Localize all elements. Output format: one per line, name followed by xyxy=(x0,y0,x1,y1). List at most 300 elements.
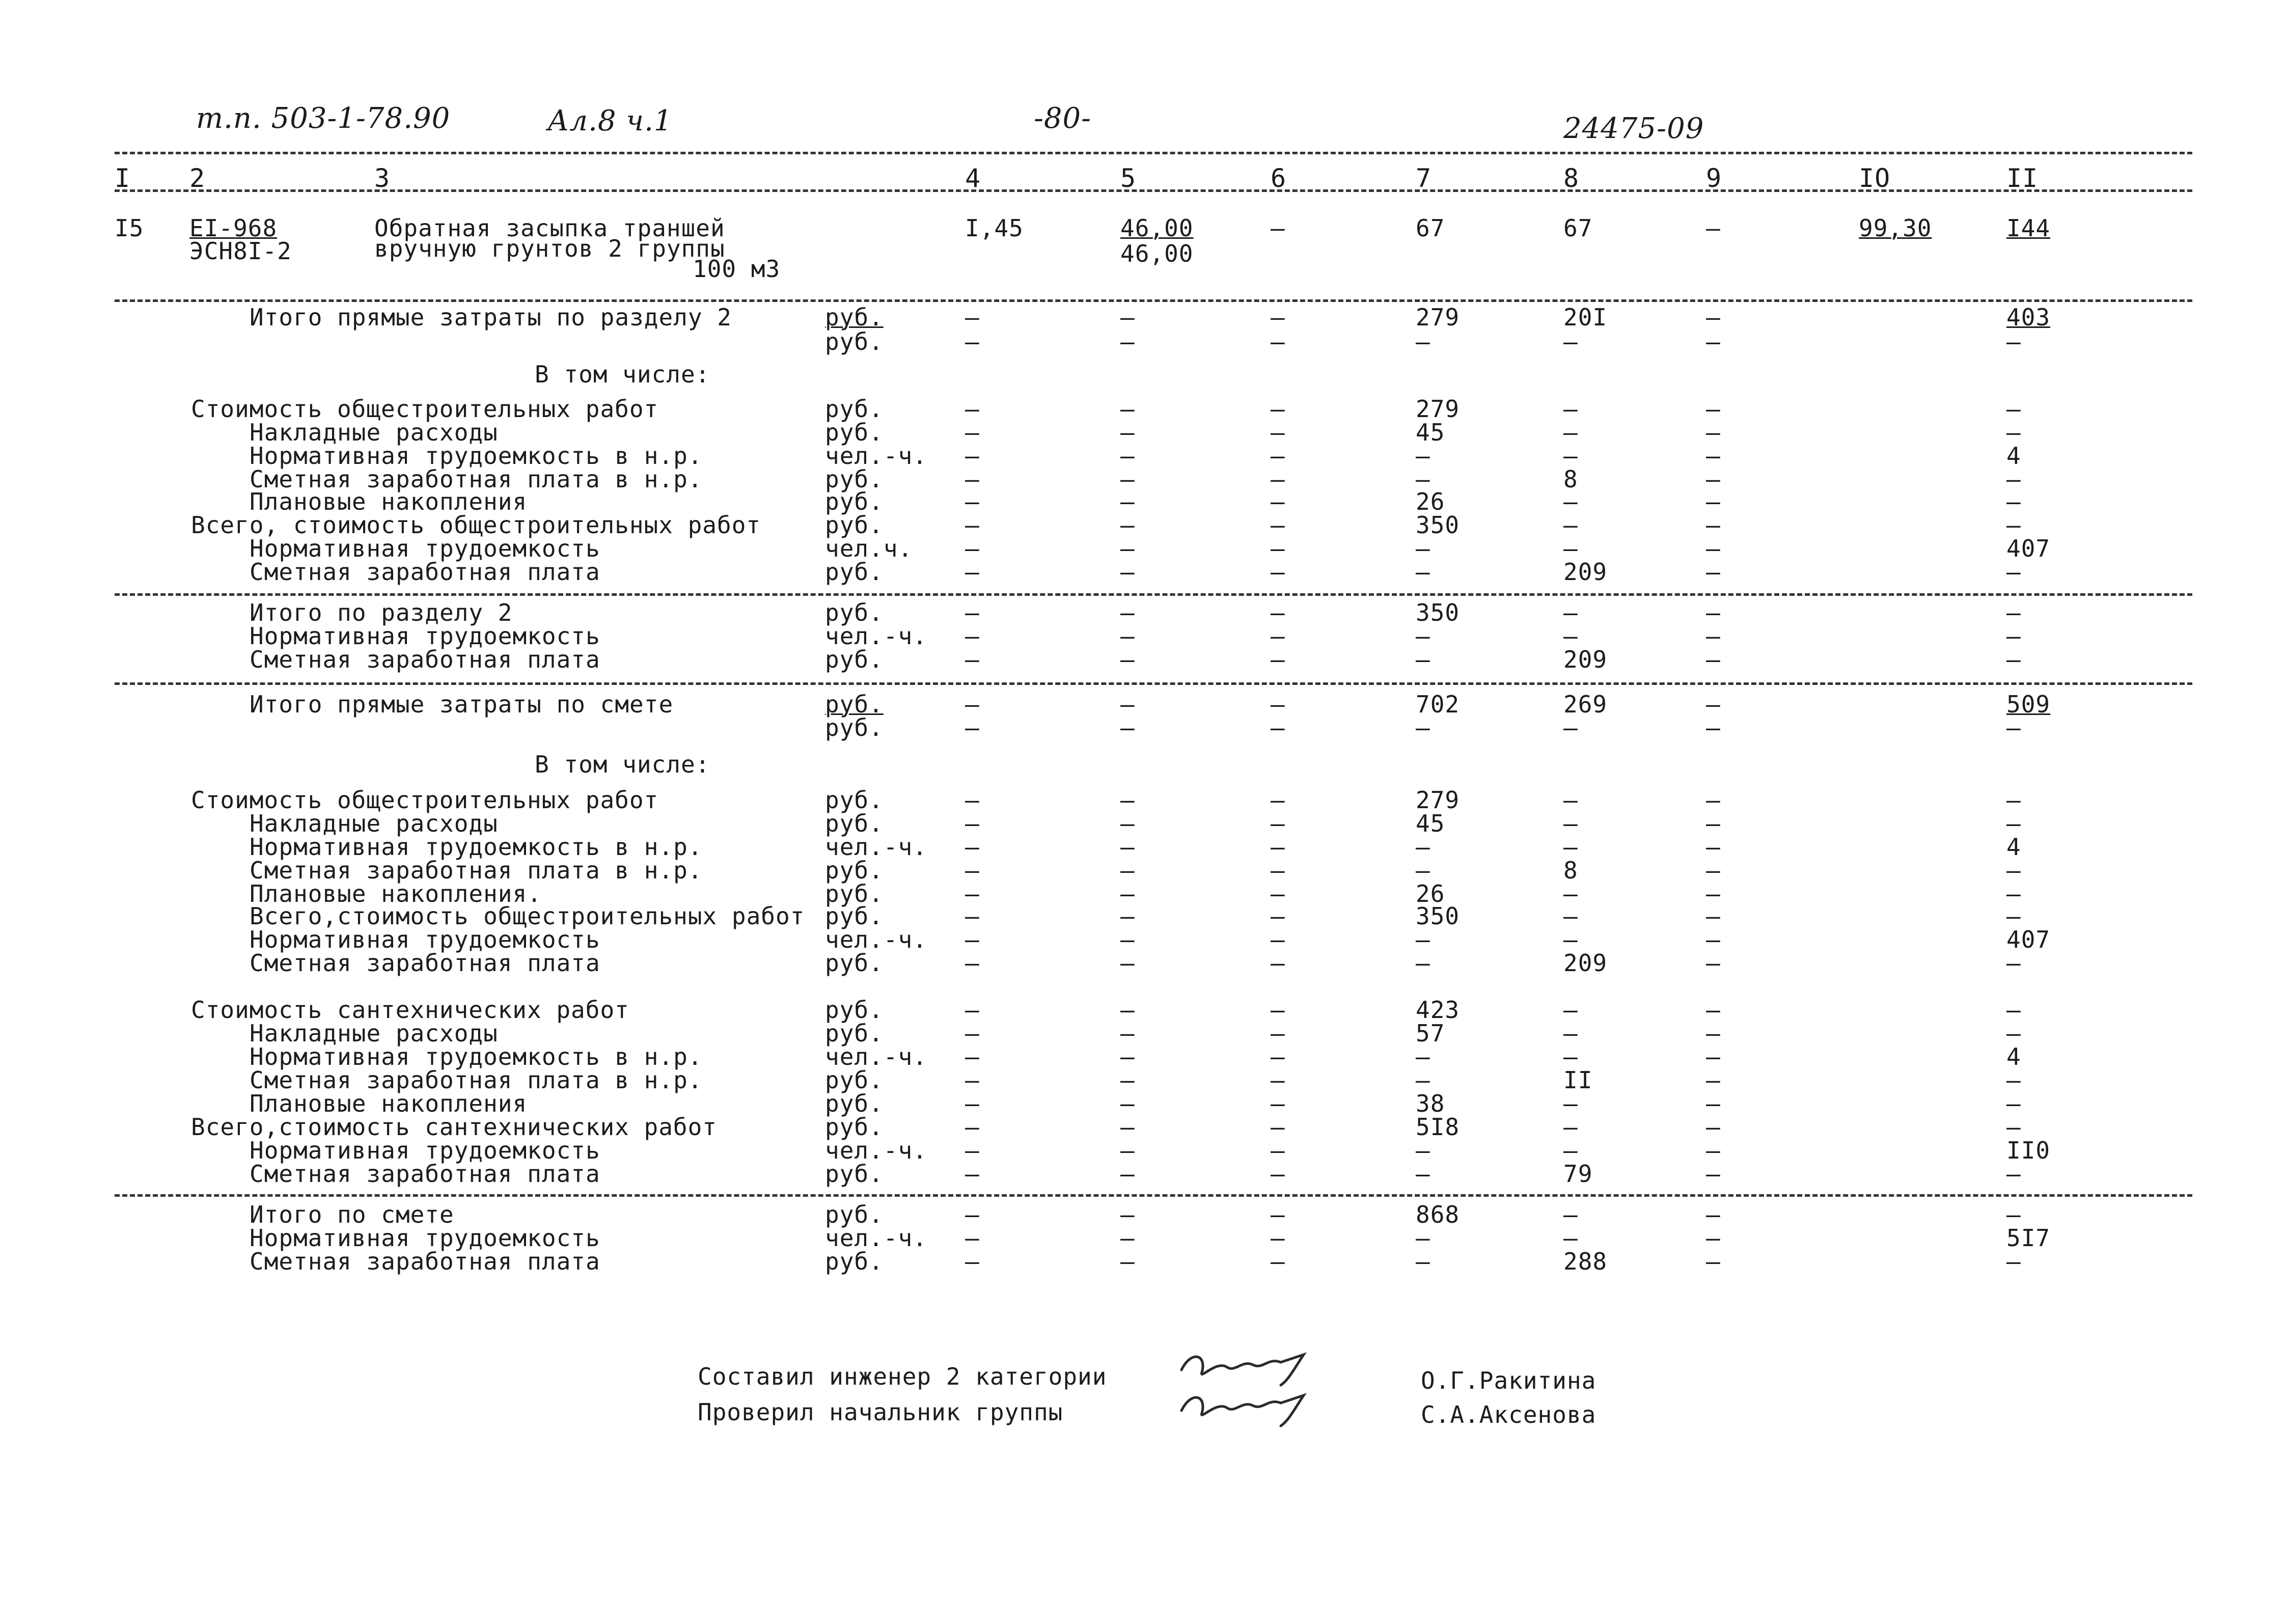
cell-col-7: – xyxy=(1416,558,1430,586)
cell-col-11: – xyxy=(2006,857,2021,884)
row-label: Сметная заработная плата xyxy=(250,1160,600,1188)
row-label: Сметная заработная плата в н.р. xyxy=(250,465,703,493)
cell-col-8: 209 xyxy=(1563,558,1608,586)
section-divider xyxy=(115,1194,2192,1197)
cell-col-4: – xyxy=(965,996,980,1024)
row-unit: руб. xyxy=(825,1066,884,1094)
cell-col-8: – xyxy=(1563,786,1578,814)
section-divider xyxy=(115,299,2192,302)
col-num-5: 5 xyxy=(1120,163,1137,193)
cell-col-4: – xyxy=(965,1020,980,1047)
col-num-7: 7 xyxy=(1416,163,1432,193)
cell-col-8: 79 xyxy=(1563,1160,1593,1188)
cell-col-4: – xyxy=(965,622,980,650)
cell-col-6: – xyxy=(1271,1137,1285,1164)
cell-col-9: – xyxy=(1706,622,1721,650)
cell-col-8: – xyxy=(1563,1201,1578,1228)
cell-col-6: – xyxy=(1271,1066,1285,1094)
row-label: Нормативная трудоемкость xyxy=(250,926,600,953)
cell-col-9: – xyxy=(1706,419,1721,446)
row-unit: чел.-ч. xyxy=(825,1224,927,1252)
cell-col-5: – xyxy=(1120,996,1135,1024)
row-unit: руб. xyxy=(825,880,884,907)
row-unit: руб. xyxy=(825,1113,884,1141)
cell-col-7: 868 xyxy=(1416,1201,1460,1228)
item-col-10: 99,30 xyxy=(1859,214,1932,242)
cell-col-9: – xyxy=(1706,1201,1721,1228)
cell-col-6: – xyxy=(1271,1160,1285,1188)
row-unit: руб. xyxy=(825,714,884,741)
row-unit: чел.-ч. xyxy=(825,622,927,650)
col-num-4: 4 xyxy=(965,163,981,193)
cell-col-9: – xyxy=(1706,902,1721,930)
row-label: Стоимость сантехнических работ xyxy=(191,996,629,1024)
section-divider xyxy=(115,593,2192,596)
cell-col-5: – xyxy=(1120,1201,1135,1228)
row-label: Нормативная трудоемкость в н.р. xyxy=(250,442,703,470)
cell-col-6: – xyxy=(1271,926,1285,953)
row-label: Стоимость общестроительных работ xyxy=(191,395,659,423)
cell-col-8: 209 xyxy=(1563,646,1608,673)
row-unit: чел.-ч. xyxy=(825,442,927,470)
cell-col-4: – xyxy=(965,304,980,331)
cell-col-5: – xyxy=(1120,1043,1135,1070)
cell-col-4: – xyxy=(965,488,980,515)
cell-col-8: – xyxy=(1563,714,1578,741)
album-number: Ал.8 ч.1 xyxy=(547,104,673,137)
cell-col-11: – xyxy=(2006,949,2021,977)
row-label: Сметная заработная плата xyxy=(250,558,600,586)
cell-col-4: – xyxy=(965,646,980,673)
cell-col-7: – xyxy=(1416,857,1430,884)
cell-col-8: – xyxy=(1563,1224,1578,1252)
row-label: Итого по смете xyxy=(250,1201,454,1228)
cell-col-8: – xyxy=(1563,442,1578,470)
cell-col-4: – xyxy=(965,1137,980,1164)
cell-col-11: – xyxy=(2006,1066,2021,1094)
cell-col-5: – xyxy=(1120,419,1135,446)
cell-col-9: – xyxy=(1706,328,1721,355)
row-label: Итого прямые затраты по смете xyxy=(250,691,674,718)
cell-col-11: – xyxy=(2006,419,2021,446)
checked-by-label: Проверил начальник группы xyxy=(698,1398,1063,1426)
cell-col-7: – xyxy=(1416,1043,1430,1070)
cell-col-9: – xyxy=(1706,442,1721,470)
cell-col-7: – xyxy=(1416,465,1430,493)
cell-col-8: – xyxy=(1563,511,1578,539)
cell-col-9: – xyxy=(1706,395,1721,423)
item-code-1: EI-968 xyxy=(189,214,278,242)
cell-col-11: – xyxy=(2006,1248,2021,1275)
row-label: Сметная заработная плата xyxy=(250,1248,600,1275)
cell-col-4: – xyxy=(965,857,980,884)
cell-col-9: – xyxy=(1706,1224,1721,1252)
row-unit: руб. xyxy=(825,304,884,331)
cell-col-11: – xyxy=(2006,902,2021,930)
row-unit: руб. xyxy=(825,646,884,673)
cell-col-9: – xyxy=(1706,1160,1721,1188)
row-unit: руб. xyxy=(825,1160,884,1188)
header-divider xyxy=(115,189,2192,192)
cell-col-5: – xyxy=(1120,714,1135,741)
cell-col-5: – xyxy=(1120,395,1135,423)
cell-col-8: – xyxy=(1563,926,1578,953)
row-label: Итого прямые затраты по разделу 2 xyxy=(250,304,732,331)
cell-col-9: – xyxy=(1706,465,1721,493)
cell-col-8: – xyxy=(1563,902,1578,930)
cell-col-7: 350 xyxy=(1416,599,1460,626)
cell-col-11: – xyxy=(2006,786,2021,814)
cell-col-6: – xyxy=(1271,786,1285,814)
cell-col-7: – xyxy=(1416,1248,1430,1275)
cell-col-9: – xyxy=(1706,833,1721,861)
col-num-11: II xyxy=(2006,163,2039,193)
row-label: Нормативная трудоемкость xyxy=(250,1224,600,1252)
cell-col-5: – xyxy=(1120,833,1135,861)
cell-col-7: – xyxy=(1416,646,1430,673)
cell-col-7: – xyxy=(1416,442,1430,470)
cell-col-9: – xyxy=(1706,1066,1721,1094)
cell-col-6: – xyxy=(1271,1201,1285,1228)
cell-col-5: – xyxy=(1120,511,1135,539)
checker-name: С.А.Аксенова xyxy=(1421,1401,1596,1428)
row-unit: чел.-ч. xyxy=(825,1043,927,1070)
cell-col-4: – xyxy=(965,395,980,423)
cell-col-4: – xyxy=(965,558,980,586)
item-name-2: вручную грунтов 2 группы xyxy=(374,235,725,262)
cell-col-9: – xyxy=(1706,714,1721,741)
cell-col-6: – xyxy=(1271,691,1285,718)
cell-col-6: – xyxy=(1271,442,1285,470)
cell-col-4: – xyxy=(965,535,980,562)
item-number: I5 xyxy=(115,214,144,242)
cell-col-6: – xyxy=(1271,419,1285,446)
cell-col-7: 5I8 xyxy=(1416,1113,1460,1141)
cell-col-5: – xyxy=(1120,646,1135,673)
cell-col-6: – xyxy=(1271,304,1285,331)
cell-col-11: – xyxy=(2006,465,2021,493)
cell-col-11: 4 xyxy=(2006,833,2021,861)
cell-col-8: – xyxy=(1563,880,1578,907)
cell-col-7: – xyxy=(1416,535,1430,562)
item-col-6: – xyxy=(1271,214,1285,242)
cell-col-11: – xyxy=(2006,599,2021,626)
cell-col-6: – xyxy=(1271,535,1285,562)
cell-col-5: – xyxy=(1120,857,1135,884)
cell-col-7: – xyxy=(1416,1066,1430,1094)
item-unit: 100 м3 xyxy=(693,255,781,283)
cell-col-9: – xyxy=(1706,488,1721,515)
cell-col-8: – xyxy=(1563,535,1578,562)
subsection-heading: В том числе: xyxy=(535,361,710,388)
cell-col-6: – xyxy=(1271,599,1285,626)
cell-col-5: – xyxy=(1120,949,1135,977)
item-col-11: I44 xyxy=(2006,214,2051,242)
col-num-1: I xyxy=(115,163,131,193)
cell-col-4: – xyxy=(965,1043,980,1070)
cell-col-9: – xyxy=(1706,1113,1721,1141)
cell-col-7: – xyxy=(1416,1160,1430,1188)
cell-col-8: – xyxy=(1563,488,1578,515)
cell-col-11: – xyxy=(2006,488,2021,515)
cell-col-5: – xyxy=(1120,599,1135,626)
cell-col-5: – xyxy=(1120,786,1135,814)
cell-col-6: – xyxy=(1271,465,1285,493)
cell-col-4: – xyxy=(965,880,980,907)
cell-col-4: – xyxy=(965,511,980,539)
cell-col-4: – xyxy=(965,1248,980,1275)
cell-col-6: – xyxy=(1271,810,1285,837)
cell-col-9: – xyxy=(1706,880,1721,907)
cell-col-6: – xyxy=(1271,1113,1285,1141)
item-name-1: Обратная засыпка траншей xyxy=(374,214,725,242)
cell-col-4: – xyxy=(965,691,980,718)
cell-col-6: – xyxy=(1271,328,1285,355)
row-label: Сметная заработная плата в н.р. xyxy=(250,1066,703,1094)
row-unit: руб. xyxy=(825,810,884,837)
row-unit: руб. xyxy=(825,395,884,423)
cell-col-5: – xyxy=(1120,1137,1135,1164)
cell-col-11: – xyxy=(2006,511,2021,539)
row-label: Плановые накопления xyxy=(250,488,528,515)
cell-col-8: – xyxy=(1563,599,1578,626)
row-label: Нормативная трудоемкость в н.р. xyxy=(250,1043,703,1070)
cell-col-4: – xyxy=(965,419,980,446)
top-divider xyxy=(115,152,2192,154)
cell-col-4: – xyxy=(965,1224,980,1252)
row-unit: чел.-ч. xyxy=(825,1137,927,1164)
cell-col-6: – xyxy=(1271,949,1285,977)
cell-col-8: – xyxy=(1563,1137,1578,1164)
row-unit: руб. xyxy=(825,902,884,930)
cell-col-11: – xyxy=(2006,1020,2021,1047)
cell-col-11: II0 xyxy=(2006,1137,2051,1164)
cell-col-6: – xyxy=(1271,996,1285,1024)
row-label: Нормативная трудоемкость в н.р. xyxy=(250,833,703,861)
cell-col-4: – xyxy=(965,1090,980,1117)
cell-col-7: 702 xyxy=(1416,691,1460,718)
cell-col-5: – xyxy=(1120,691,1135,718)
cell-col-8: – xyxy=(1563,1113,1578,1141)
cell-col-11: 407 xyxy=(2006,926,2051,953)
cell-col-11: – xyxy=(2006,1090,2021,1117)
cell-col-7: – xyxy=(1416,1137,1430,1164)
cell-col-9: – xyxy=(1706,1020,1721,1047)
row-label: Стоимость общестроительных работ xyxy=(191,786,659,814)
cell-col-6: – xyxy=(1271,1090,1285,1117)
cell-col-5: – xyxy=(1120,622,1135,650)
col-num-10: IO xyxy=(1859,163,1891,193)
cell-col-7: – xyxy=(1416,926,1430,953)
cell-col-11: 5I7 xyxy=(2006,1224,2051,1252)
cell-col-6: – xyxy=(1271,1043,1285,1070)
cell-col-6: – xyxy=(1271,622,1285,650)
cell-col-4: – xyxy=(965,786,980,814)
row-label: Плановые накопления. xyxy=(250,880,542,907)
cell-col-4: – xyxy=(965,949,980,977)
cell-col-6: – xyxy=(1271,646,1285,673)
cell-col-6: – xyxy=(1271,395,1285,423)
cell-col-5: – xyxy=(1120,880,1135,907)
cell-col-7: 350 xyxy=(1416,902,1460,930)
row-label: Плановые накопления xyxy=(250,1090,528,1117)
cell-col-11: – xyxy=(2006,1201,2021,1228)
cell-col-6: – xyxy=(1271,880,1285,907)
cell-col-5: – xyxy=(1120,535,1135,562)
cell-col-11: – xyxy=(2006,996,2021,1024)
cell-col-5: – xyxy=(1120,902,1135,930)
cell-col-11: – xyxy=(2006,395,2021,423)
row-label: Нормативная трудоемкость xyxy=(250,1137,600,1164)
cell-col-7: 279 xyxy=(1416,786,1460,814)
cell-col-8: – xyxy=(1563,1090,1578,1117)
row-unit: чел.-ч. xyxy=(825,833,927,861)
cell-col-4: – xyxy=(965,833,980,861)
col-num-8: 8 xyxy=(1563,163,1580,193)
cell-col-9: – xyxy=(1706,857,1721,884)
row-unit: руб. xyxy=(825,1201,884,1228)
row-label: Сметная заработная плата в н.р. xyxy=(250,857,703,884)
cell-col-11: – xyxy=(2006,810,2021,837)
cell-col-7: 45 xyxy=(1416,419,1445,446)
row-unit: руб. xyxy=(825,465,884,493)
cell-col-8: 8 xyxy=(1563,857,1578,884)
cell-col-8: 8 xyxy=(1563,465,1578,493)
cell-col-5: – xyxy=(1120,1160,1135,1188)
cell-col-6: – xyxy=(1271,1224,1285,1252)
item-col-4: I,45 xyxy=(965,214,1024,242)
cell-col-5: – xyxy=(1120,1090,1135,1117)
cell-col-4: – xyxy=(965,714,980,741)
row-label: Накладные расходы xyxy=(250,810,498,837)
row-unit: руб. xyxy=(825,488,884,515)
cell-col-4: – xyxy=(965,599,980,626)
cell-col-5: – xyxy=(1120,1020,1135,1047)
col-num-6: 6 xyxy=(1271,163,1287,193)
cell-col-5: – xyxy=(1120,926,1135,953)
cell-col-8: – xyxy=(1563,419,1578,446)
cell-col-4: – xyxy=(965,902,980,930)
row-unit: чел.-ч. xyxy=(825,926,927,953)
section-divider xyxy=(115,682,2192,685)
cell-col-11: – xyxy=(2006,1113,2021,1141)
cell-col-9: – xyxy=(1706,996,1721,1024)
cell-col-11: – xyxy=(2006,646,2021,673)
cell-col-4: – xyxy=(965,1066,980,1094)
row-unit: руб. xyxy=(825,857,884,884)
cell-col-8: 288 xyxy=(1563,1248,1608,1275)
cell-col-9: – xyxy=(1706,1248,1721,1275)
row-unit: руб. xyxy=(825,691,884,718)
cell-col-7: 26 xyxy=(1416,880,1445,907)
cell-col-5: – xyxy=(1120,442,1135,470)
compiler-name: О.Г.Ракитина xyxy=(1421,1367,1596,1394)
item-col-7: 67 xyxy=(1416,214,1445,242)
item-col-9: – xyxy=(1706,214,1721,242)
cell-col-9: – xyxy=(1706,949,1721,977)
cell-col-5: – xyxy=(1120,1113,1135,1141)
cell-col-5: – xyxy=(1120,304,1135,331)
cell-col-8: 20I xyxy=(1563,304,1608,331)
cell-col-9: – xyxy=(1706,926,1721,953)
cell-col-9: – xyxy=(1706,599,1721,626)
cell-col-9: – xyxy=(1706,1043,1721,1070)
cell-col-7: – xyxy=(1416,949,1430,977)
signature-marks xyxy=(1171,1344,1334,1436)
cell-col-7: 26 xyxy=(1416,488,1445,515)
cell-col-9: – xyxy=(1706,558,1721,586)
cell-col-5: – xyxy=(1120,488,1135,515)
row-label: Накладные расходы xyxy=(250,1020,498,1047)
row-label: Всего,стоимость общестроительных работ xyxy=(250,902,805,930)
row-label: Сметная заработная плата xyxy=(250,949,600,977)
cell-col-7: – xyxy=(1416,714,1430,741)
cell-col-5: – xyxy=(1120,1224,1135,1252)
cell-col-7: 45 xyxy=(1416,810,1445,837)
row-unit: руб. xyxy=(825,949,884,977)
cell-col-9: – xyxy=(1706,691,1721,718)
row-label: Накладные расходы xyxy=(250,419,498,446)
cell-col-11: 403 xyxy=(2006,304,2051,331)
row-label: Итого по разделу 2 xyxy=(250,599,513,626)
cell-col-7: 279 xyxy=(1416,304,1460,331)
item-col-5a: 46,00 xyxy=(1120,214,1194,242)
cell-col-4: – xyxy=(965,810,980,837)
cell-col-8: II xyxy=(1563,1066,1593,1094)
cell-col-11: – xyxy=(2006,1160,2021,1188)
row-unit: руб. xyxy=(825,328,884,355)
row-unit: чел.ч. xyxy=(825,535,913,562)
cell-col-4: – xyxy=(965,1201,980,1228)
row-unit: руб. xyxy=(825,419,884,446)
cell-col-7: – xyxy=(1416,833,1430,861)
cell-col-8: – xyxy=(1563,833,1578,861)
row-unit: руб. xyxy=(825,511,884,539)
cell-col-11: – xyxy=(2006,328,2021,355)
cell-col-11: 4 xyxy=(2006,442,2021,470)
cell-col-8: – xyxy=(1563,395,1578,423)
cell-col-9: – xyxy=(1706,1090,1721,1117)
cell-col-7: – xyxy=(1416,328,1430,355)
cell-col-8: – xyxy=(1563,622,1578,650)
cell-col-9: – xyxy=(1706,1137,1721,1164)
col-num-9: 9 xyxy=(1706,163,1722,193)
cell-col-11: 509 xyxy=(2006,691,2051,718)
item-col-5b: 46,00 xyxy=(1120,240,1194,267)
cell-col-4: – xyxy=(965,465,980,493)
cell-col-9: – xyxy=(1706,810,1721,837)
cell-col-11: – xyxy=(2006,558,2021,586)
row-unit: руб. xyxy=(825,1090,884,1117)
cell-col-9: – xyxy=(1706,511,1721,539)
compiled-by-label: Составил инженер 2 категории xyxy=(698,1363,1107,1390)
cell-col-4: – xyxy=(965,1160,980,1188)
row-label: Всего,стоимость сантехнических работ xyxy=(191,1113,717,1141)
cell-col-8: – xyxy=(1563,1020,1578,1047)
row-unit: руб. xyxy=(825,996,884,1024)
col-num-2: 2 xyxy=(189,163,206,193)
cell-col-8: – xyxy=(1563,996,1578,1024)
cell-col-7: – xyxy=(1416,622,1430,650)
cell-col-6: – xyxy=(1271,857,1285,884)
cell-col-7: 350 xyxy=(1416,511,1460,539)
cell-col-8: 209 xyxy=(1563,949,1608,977)
cell-col-7: 423 xyxy=(1416,996,1460,1024)
project-code: т.п. 503-1-78.90 xyxy=(196,102,451,135)
cell-col-9: – xyxy=(1706,535,1721,562)
cell-col-8: – xyxy=(1563,328,1578,355)
cell-col-6: – xyxy=(1271,714,1285,741)
